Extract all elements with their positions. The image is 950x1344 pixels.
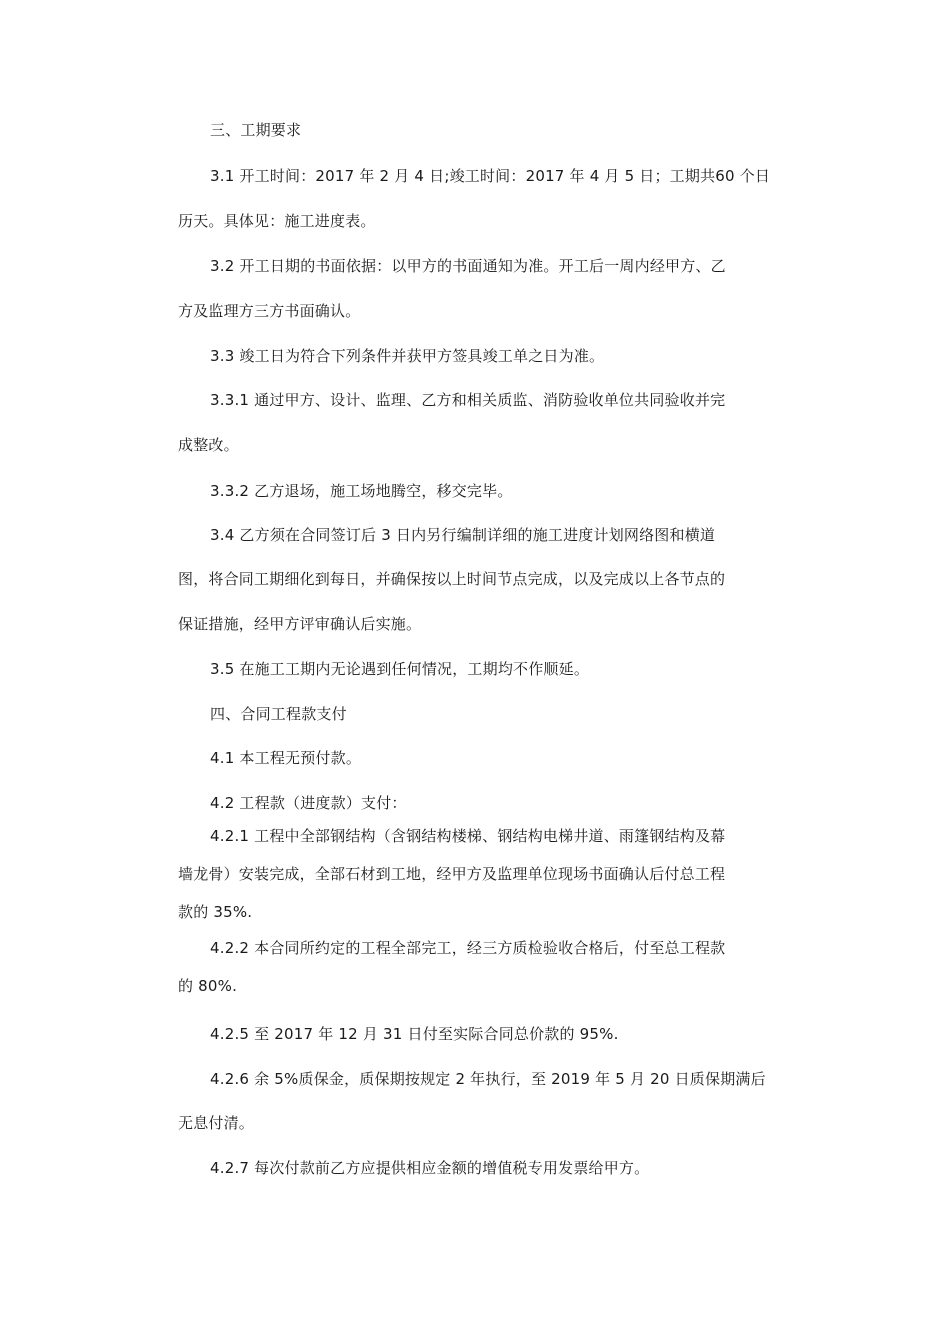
paragraph-line: 4.2.6 余 5%质保金，质保期按规定 2 年执行，至 2019 年 5 月 20 日质保期满后 xyxy=(210,1070,766,1088)
paragraph-line: 4.1 本工程无预付款。 xyxy=(210,749,362,767)
paragraph-line: 图，将合同工期细化到每日，并确保按以上时间节点完成，以及完成以上各节点的 xyxy=(178,570,726,588)
paragraph-line: 3.3.1 通过甲方、设计、监理、乙方和相关质监、消防验收单位共同验收并完 xyxy=(210,391,726,409)
paragraph-line: 4.2.2 本合同所约定的工程全部完工，经三方质检验收合格后，付至总工程款 xyxy=(210,939,726,957)
paragraph-line: 4.2 工程款（进度款）支付： xyxy=(210,794,407,812)
section-heading-3: 三、工期要求 xyxy=(210,121,302,139)
paragraph-line: 历天。具体见：施工进度表。 xyxy=(178,212,376,230)
section-heading-4: 四、合同工程款支付 xyxy=(210,705,347,723)
paragraph-line: 墙龙骨）安装完成，全部石材到工地，经甲方及监理单位现场书面确认后付总工程 xyxy=(178,865,726,883)
paragraph-line: 款的 35%. xyxy=(178,903,253,921)
paragraph-line: 成整改。 xyxy=(178,436,239,454)
paragraph-line: 3.1 开工时间：2017 年 2 月 4 日;竣工时间：2017 年 4 月 5 日；工期共60 个日 xyxy=(210,167,771,185)
paragraph-line: 3.4 乙方须在合同签订后 3 日内另行编制详细的施工进度计划网络图和横道 xyxy=(210,526,716,544)
paragraph-line: 保证措施，经甲方评审确认后实施。 xyxy=(178,615,422,633)
paragraph-line: 3.3.2 乙方退场，施工场地腾空，移交完毕。 xyxy=(210,482,513,500)
paragraph-line: 4.2.5 至 2017 年 12 月 31 日付至实际合同总价款的 95%. xyxy=(210,1025,619,1043)
paragraph-line: 无息付清。 xyxy=(178,1114,255,1132)
paragraph-line: 方及监理方三方书面确认。 xyxy=(178,302,361,320)
paragraph-line: 3.2 开工日期的书面依据：以甲方的书面通知为准。开工后一周内经甲方、乙 xyxy=(210,257,726,275)
paragraph-line: 3.3 竣工日为符合下列条件并获甲方签具竣工单之日为准。 xyxy=(210,347,605,365)
paragraph-line: 3.5 在施工工期内无论遇到任何情况，工期均不作顺延。 xyxy=(210,660,590,678)
paragraph-line: 的 80%. xyxy=(178,977,238,995)
paragraph-line: 4.2.1 工程中全部钢结构（含钢结构楼梯、钢结构电梯井道、雨篷钢结构及幕 xyxy=(210,827,726,845)
paragraph-line: 4.2.7 每次付款前乙方应提供相应金额的增值税专用发票给甲方。 xyxy=(210,1159,650,1177)
